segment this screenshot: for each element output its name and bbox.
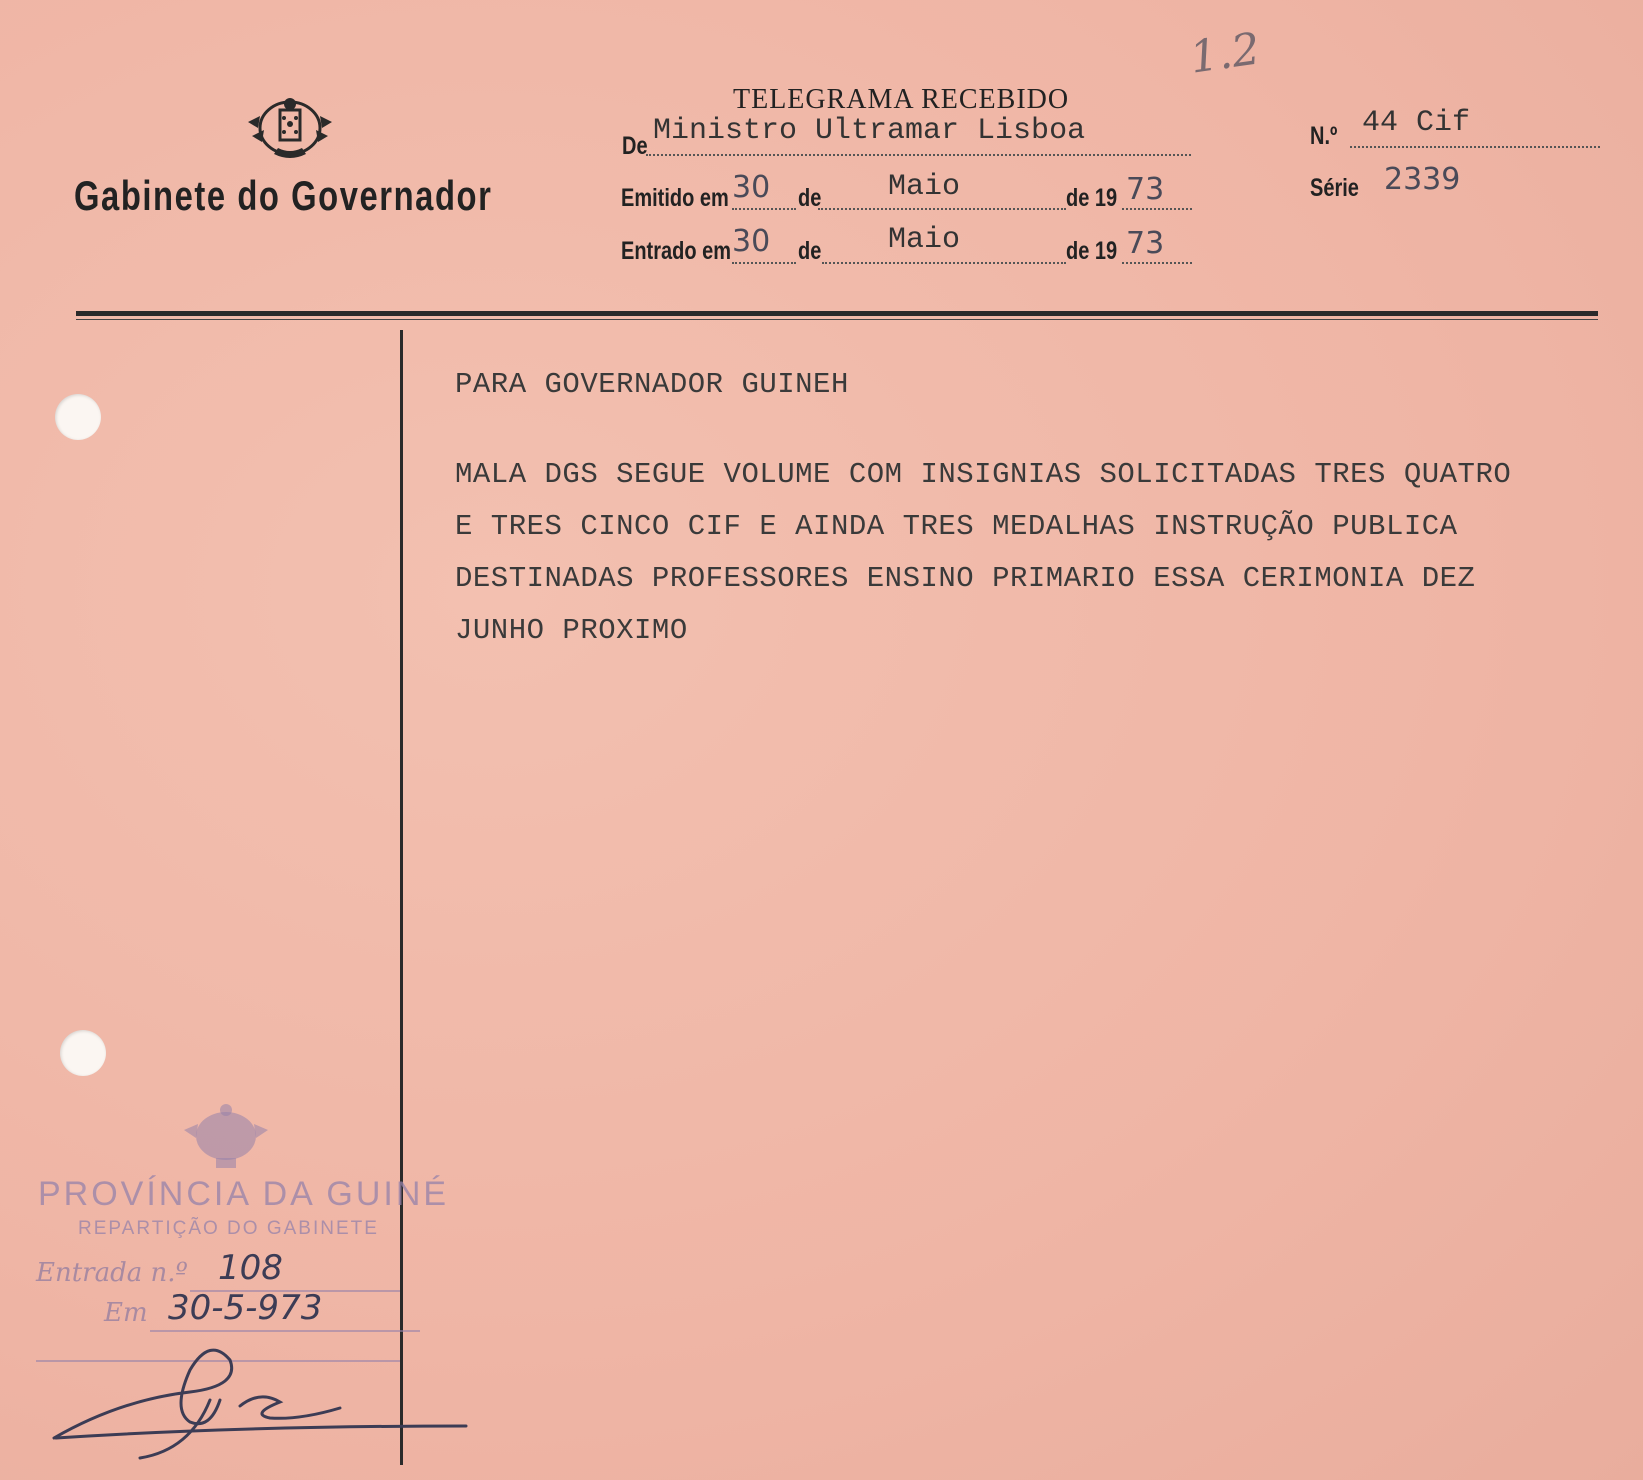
page-reference: 1.2 — [1186, 23, 1264, 84]
punch-hole-top — [55, 394, 101, 440]
issued-de: de — [798, 184, 822, 212]
message-line: E TRES CINCO CIF E AINDA TRES MEDALHAS INSTRUÇÃO PUBLICA — [455, 510, 1458, 543]
received-month-underline — [822, 262, 1066, 264]
issued-day-underline — [732, 208, 796, 210]
received-year: 73 — [1126, 226, 1165, 261]
issued-month-underline — [818, 208, 1066, 210]
received-day: 30 — [732, 224, 771, 259]
received-month: Maio — [888, 223, 961, 257]
from-underline — [646, 154, 1191, 156]
number-value: 44 Cif — [1362, 106, 1471, 140]
margin-rule — [400, 330, 403, 1465]
coat-of-arms-icon — [240, 90, 340, 162]
stamp-entry-value: 108 — [218, 1248, 283, 1288]
stamp-province: PROVÍNCIA DA GUINÉ — [38, 1175, 450, 1213]
from-label: De — [622, 132, 648, 160]
issued-label: Emitido em — [621, 184, 729, 212]
message-line: MALA DGS SEGUE VOLUME COM INSIGNIAS SOLICITADAS TRES QUATRO — [455, 458, 1512, 491]
series-label: Série — [1310, 174, 1359, 202]
issued-day: 30 — [732, 170, 771, 205]
series-value: 2339 — [1384, 162, 1461, 197]
issued-de-19: de 19 — [1066, 184, 1118, 212]
message-recipient: PARA GOVERNADOR GUINEH — [455, 368, 849, 401]
received-day-underline — [732, 262, 796, 264]
number-underline — [1350, 146, 1600, 148]
issued-month: Maio — [888, 170, 961, 204]
office-name: Gabinete do Governador — [74, 172, 493, 219]
stamp-department: REPARTIÇÃO DO GABINETE — [78, 1218, 379, 1239]
header-divider — [76, 311, 1598, 316]
stamp-date-label: Em — [104, 1298, 148, 1328]
from-value: Ministro Ultramar Lisboa — [653, 114, 1086, 148]
header-divider-thin — [76, 319, 1598, 320]
message-line: JUNHO PROXIMO — [455, 614, 688, 647]
issued-year-underline — [1122, 208, 1192, 210]
number-label: N.º — [1310, 122, 1338, 150]
received-de: de — [798, 237, 822, 265]
stamp-entry-label: Entrada n.º — [36, 1258, 188, 1288]
received-label: Entrado em — [621, 237, 732, 265]
handwritten-signature — [40, 1330, 480, 1470]
received-year-underline — [1122, 262, 1192, 264]
stamp-crest-icon — [178, 1100, 274, 1172]
document-title: TELEGRAMA RECEBIDO — [733, 84, 1070, 115]
received-de-19: de 19 — [1066, 237, 1118, 265]
stamp-date-value: 30-5-973 — [168, 1288, 323, 1328]
punch-hole-bottom — [60, 1030, 106, 1076]
message-line: DESTINADAS PROFESSORES ENSINO PRIMARIO ESSA CERIMONIA DEZ — [455, 562, 1476, 595]
issued-year: 73 — [1126, 172, 1165, 207]
